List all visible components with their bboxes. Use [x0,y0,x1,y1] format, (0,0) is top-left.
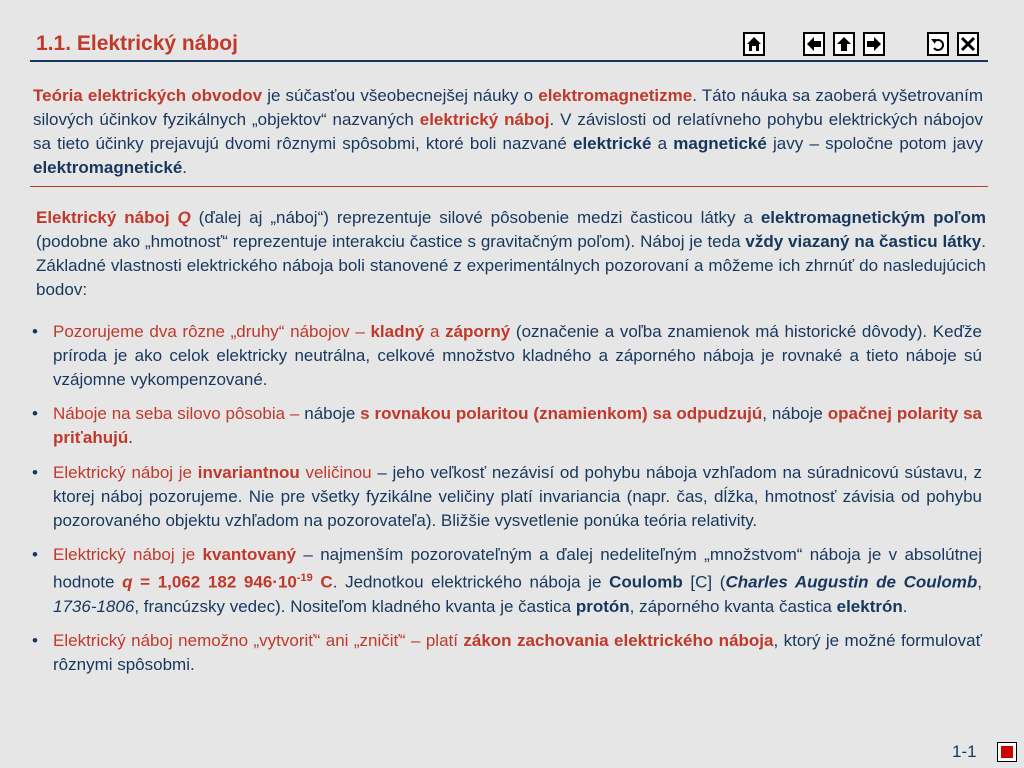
bullet-text: [C] ( [682,572,726,592]
intro-term-charge: elektrický náboj [419,110,550,129]
bullet-text: Náboje na seba silovo pôsobia – [53,404,305,424]
bullet-text: (označenie a voľba znamienok má historické dôvody). Keďže príroda je ako celok elektricky neutrálna, celkové množstvo kladného a záporného náboja je rovnaké a tieto náboje sú vzájomne vykompenzované. [53,322,982,389]
undo-button[interactable] [927,32,949,56]
bullet-text: – najmenším pozorovateľným a ďalej nedeliteľným „množstvom“ náboja je v absolútnej hodnote [53,545,982,592]
term-electron: elektrón [836,596,903,616]
intro-text: . Táto náuka sa zaoberá vyšetrovaním silových účinkov fyzikálnych „objektov“ nazvaných [33,86,983,129]
list-item [28,543,982,618]
intro-term-electromagnetic: elektromagnetické [33,158,183,177]
definition-text: (ďalej aj „náboj“) reprezentuje silové pôsobenie medzi časticou látky a [190,208,761,227]
home-button[interactable] [743,32,765,56]
bullet-text: , náboje [762,404,828,424]
term-attract: opačnej polarity sa priťahujú [53,404,982,448]
exponent: -19 [296,572,313,585]
elementary-charge-value: = 1,062 182 946·10 [132,572,297,592]
close-icon [960,36,976,52]
term-quantized: kvantovaný [202,545,297,565]
bullet-text: Elektrický náboj nemožno „vytvoriť“ ani „zničiť“ – platí [53,631,464,651]
symbol-q: q [122,572,133,592]
bullet-text: veličinou [299,462,372,482]
bullet-text: , [977,572,983,592]
intro-text: . [182,158,188,177]
forward-button[interactable] [863,32,885,56]
intro-term-magnetic: magnetické [673,134,767,153]
home-icon [746,36,762,52]
definition-symbol-q: Q [177,208,191,227]
definition-paragraph [36,206,986,302]
term-invariant: invariantnou [197,462,300,482]
up-button[interactable] [833,32,855,56]
term-conservation-law: zákon zachovania elektrického náboja [463,631,774,651]
properties-list [28,320,982,688]
intro-term-electric: elektrické [573,134,652,153]
stop-button[interactable] [997,742,1017,762]
header-divider [30,60,988,62]
bullet-text: Elektrický náboj je [53,462,198,482]
arrow-right-icon [866,36,882,52]
list-item [28,461,982,532]
person-name: Charles Augustin de Coulomb [725,572,978,592]
intro-text: a [651,134,674,153]
bullet-text: . [128,428,133,448]
term-coulomb: Coulomb [609,572,683,592]
list-item [28,629,982,677]
intro-term-electromagnetism: elektromagnetizme [538,86,693,105]
unit-coulomb-symbol: C [312,572,333,592]
arrow-up-icon [836,36,852,52]
arrow-left-icon [806,36,822,52]
bullet-text: a [424,322,446,341]
bullet-text: Elektrický náboj je [53,545,203,565]
stop-icon [1001,746,1013,758]
bullet-text: náboje [304,404,361,424]
list-item [28,402,982,450]
bullet-text: Pozorujeme dva rôzne „druhy“ nábojov – [53,322,371,341]
page-title: 1.1. Elektrický náboj [36,32,238,55]
definition-term-bound: vždy viazaný na časticu látky [745,232,982,251]
section-divider [30,186,988,187]
undo-icon [930,36,946,52]
intro-paragraph [33,84,983,180]
term-positive: kladný [370,322,425,341]
close-button[interactable] [957,32,979,56]
intro-term-circuit-theory: Teória elektrických obvodov [33,86,263,105]
bullet-text: , ktorý je možné formulovať rôznymi spôsobmi. [53,631,982,675]
page-number: 1-1 [952,742,977,761]
list-item [28,320,982,391]
back-button[interactable] [803,32,825,56]
definition-term-field: elektromagnetickým poľom [760,208,986,227]
life-years: 1736-1806 [53,596,135,616]
definition-text: (podobne ako „hmotnosť“ reprezentuje interakciu častice s gravitačným poľom). Náboj je teda [36,232,746,251]
bullet-text: – jeho veľkosť nezávisí od pohybu náboja vzhľadom na súradnicovú sústavu, z ktorej náboj pozorujeme. Nie pre všetky fyzikálne veličiny platí invariancia (napr. čas, dĺžka, hmotnosť závisia od pohybu pozorovaného objektu vzhľadom na pozorovateľa). Bližšie vysvetlenie ponúka teória relativity. [53,462,982,530]
bullet-text: , francúzsky vedec). Nositeľom kladného kvanta je častica [134,596,576,616]
bullet-text: . Jednotkou elektrického náboja je [332,572,610,592]
bullet-text: . [902,596,908,616]
navigation-bar [741,32,991,60]
bullet-text: , záporného kvanta častica [629,596,837,616]
definition-term-charge: Elektrický náboj [36,208,178,227]
term-repel: s rovnakou polaritou (znamienkom) sa odpudzujú [360,404,763,424]
intro-text: . V závislosti od relatívneho pohybu elektrických nábojov sa tieto účinky prejavujú dvomi rôznymi spôsobmi, ktoré boli nazvané [33,110,983,153]
intro-text: javy – spoločne potom javy [766,134,983,153]
intro-text: je súčasťou všeobecnejšej náuky o [262,86,539,105]
term-negative: záporný [445,322,511,341]
definition-text: . Základné vlastnosti elektrického náboja boli stanovené z experimentálnych pozorovaní a môžeme ich zhrnúť do nasledujúcich bodov: [36,232,986,299]
term-proton: protón [575,596,630,616]
